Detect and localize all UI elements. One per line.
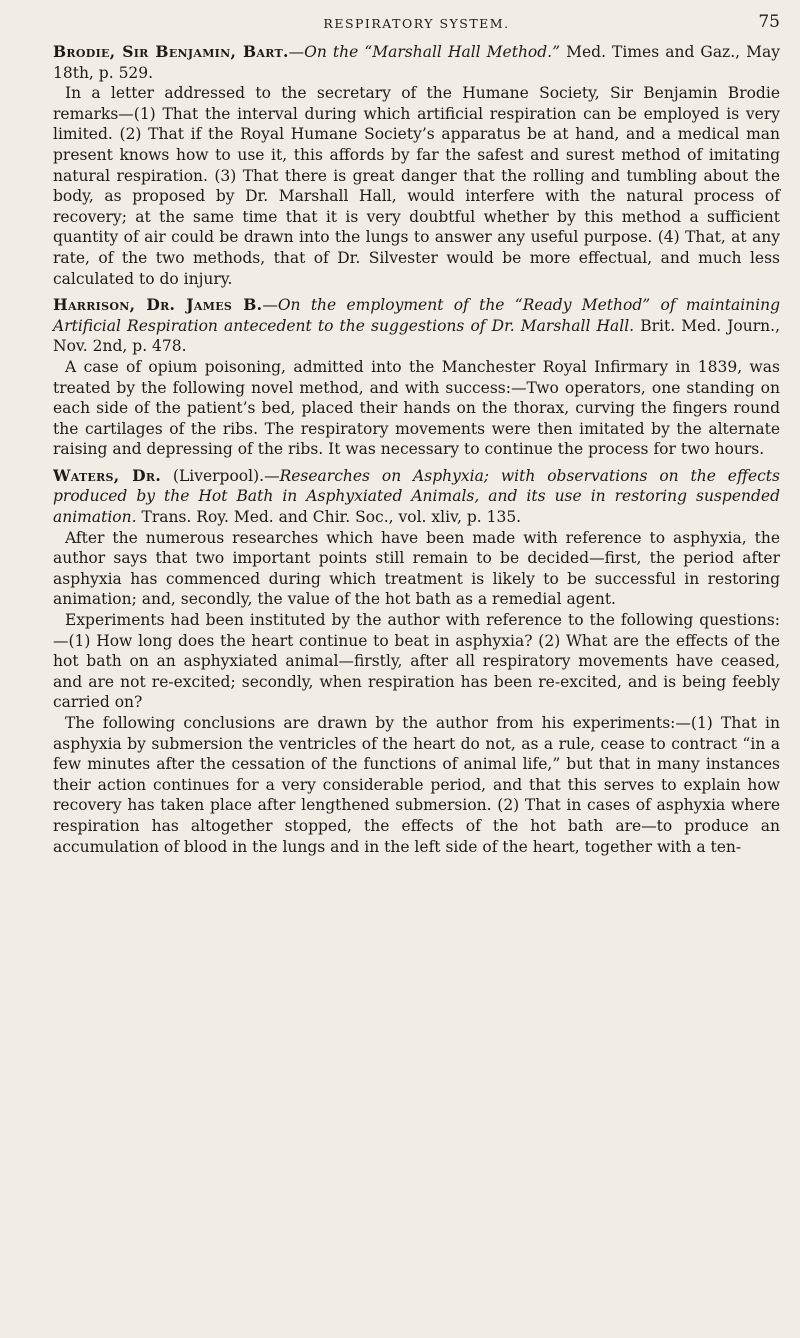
citation <box>53 42 780 83</box>
summary-paragraph: A case of opium poisoning, admitted into the Manchester Royal Infirmary in 1839, was treated by the following novel method, and with success:—Two operators, one standing on each side of the patient’s bed, placed their hands on the thorax, curving the fingers round the cartilages of the ribs. The respiratory movements were then imitated by the alternate raising and depressing of the ribs. It was necessary to continue the process for two hours. <box>53 357 780 459</box>
citation <box>53 466 780 528</box>
title-dash: — <box>264 466 280 485</box>
author-name: Brodie, Sir Benjamin, Bart. <box>53 42 289 61</box>
source-reference: Med. Times and Gaz., May 18th, p. 529. <box>53 43 780 82</box>
running-title: RESPIRATORY SYSTEM. <box>323 16 510 31</box>
article-title: On the “Marshall Hall Method.” <box>304 43 561 61</box>
bibliography-entry-harrison <box>53 295 780 460</box>
author-name: Waters, Dr. <box>53 465 162 485</box>
title-dash: — <box>288 43 305 61</box>
citation <box>53 295 780 357</box>
source-reference: Brit. Med. Journ., Nov. 2nd, p. 478. <box>53 316 780 356</box>
author-location: (Liverpool). <box>172 466 265 485</box>
summary-paragraph: The following conclusions are drawn by the author from his experiments:—(1) That in asphyxia by submersion the ventricles of the heart do not, as a rule, cease to contract “in a few minutes after the cessation of the functions of animal life,” but that in many instances their action continues for a very considerable period, and that this serves to explain how recovery has taken place after lengthened submersion. (2) That in cases of asphyxia where respiration has altogether stopped, the effects of the hot bath are—to produce an accumulation of blood in the lungs and in the left side of the heart, together with a ten- <box>53 714 780 856</box>
author-name: Harrison, Dr. James B. <box>53 295 263 315</box>
body-text <box>53 42 780 857</box>
source-reference: Trans. Roy. Med. and Chir. Soc., vol. xliv, p. 135. <box>141 508 522 527</box>
article-title: Researches on Asphyxia; with observations on the effects produced by the Hot Bath in Asphyxiated Animals, and its use in restoring suspended animation. <box>53 466 780 527</box>
summary-paragraph: After the numerous researches which have been made with reference to asphyxia, the author says that two important points still remain to be decided—first, the period after asphyxia has commenced during which treatment is likely to be successful in restoring animation; and, secondly, the value of the hot bath as a remedial agent. <box>53 528 780 609</box>
title-dash: — <box>262 296 278 315</box>
page-number: 75 <box>758 12 780 32</box>
summary-paragraph: Experiments had been instituted by the author with reference to the following questions:—(1) How long does the heart continue to beat in asphyxia? (2) What are the effects of the hot bath on an asphyxiated animal—firstly, after all respiratory movements have ceased, and are not re-excited; secondly, when respiration has been re-excited, and is being feebly carried on? <box>53 611 780 712</box>
running-head <box>53 12 780 42</box>
bibliography-entry-brodie <box>53 42 780 289</box>
summary-paragraph: In a letter addressed to the secretary of the Humane Society, Sir Benjamin Brodie remarks—(1) That the interval during which artificial respiration can be employed is very limited. (2) That if the Royal Humane Society’s apparatus be at hand, and a medical man present knows how to use it, this affords by far the safest and surest method of imitating natural respiration. (3) That there is great danger that the rolling and tumbling about the body, as proposed by Dr. Marshall Hall, would interfere with the natural process of recovery; at the same time that it is very doubtful whether by this method a sufficient quantity of air could be drawn into the lungs to answer any useful purpose. (4) That, at any rate, of the two methods, that of Dr. Silvester would be more effectual, and much less calculated to do injury. <box>53 84 780 288</box>
bibliography-entry-waters <box>53 466 780 857</box>
article-title: On the employment of the “Ready Method” of maintaining Artificial Respiration antecedent to the suggestions of Dr. Marshall Hall. <box>53 296 781 335</box>
